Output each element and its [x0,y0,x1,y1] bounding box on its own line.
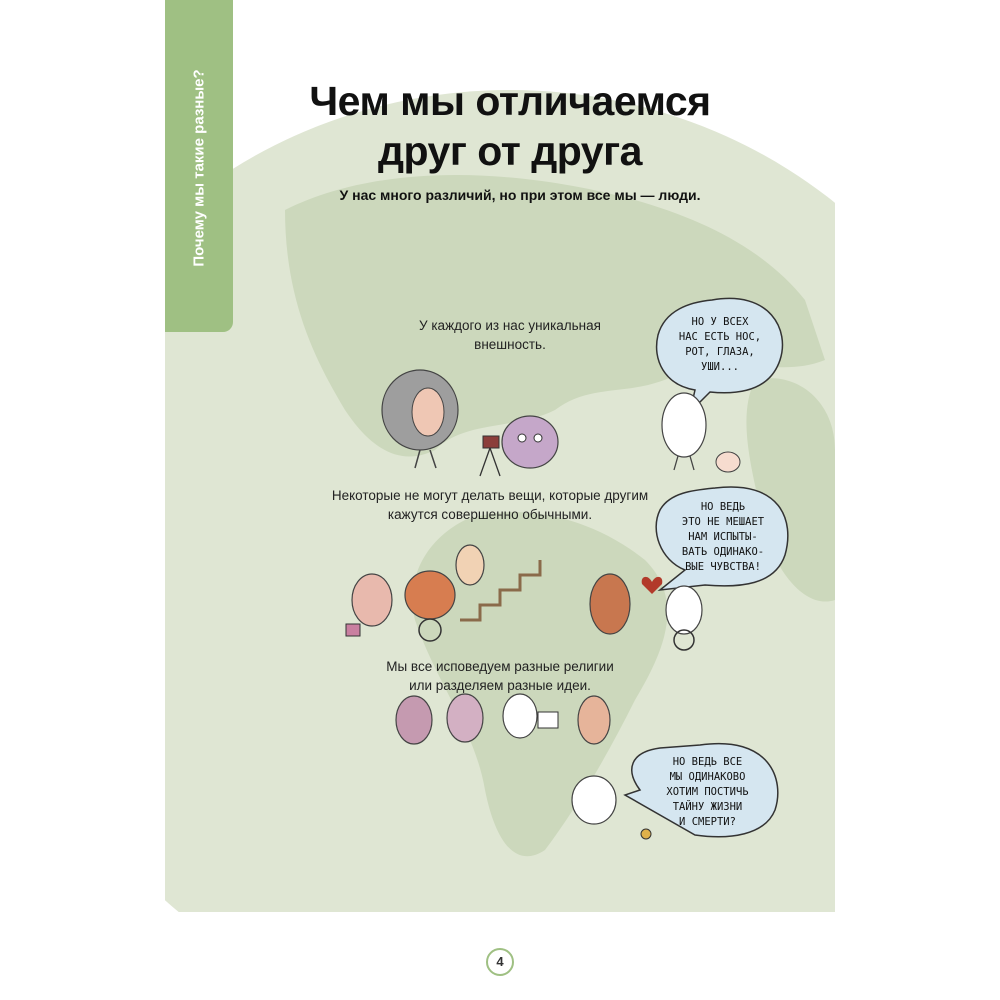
bubble-3-line-1: НО ВЕДЬ ВСЕ [672,756,743,768]
character-thinker [572,776,616,824]
side-tab-label: Почему мы такие разные? [190,69,208,267]
bubble-2-line-4: ВАТЬ ОДИНАКО- [681,546,765,558]
bubble-3-line-3: ХОТИМ ПОСТИЧЬ [666,786,749,798]
bubble-1-line-4: УШИ... [701,361,739,373]
caption-abilities-line-1: Некоторые не могут делать вещи, которые другим [331,488,649,503]
bubble-1-line-2: НАС ЕСТЬ НОС, [678,331,762,343]
bubble-2-line-1: НО ВЕДЬ [700,501,746,513]
caption-appearance-line-1: У каждого из нас уникальная [419,318,601,333]
page-subtitle: У нас много различий, но при этом все мы — люди. [339,187,701,203]
bubble-1-line-3: РОТ, ГЛАЗА, [685,346,755,358]
speech-bubble-1-text [660,315,780,375]
title-line-2: друг от друга [377,128,642,174]
character-pink-walker [346,574,392,636]
character-curly-hair [382,370,458,468]
caption-beliefs-line-1: Мы все исповедуем разные религии [386,659,614,674]
bubble-3-line-5: И СМЕРТИ? [679,816,736,828]
camera-tripod [480,436,500,476]
bubble-2-line-5: ВЫЕ ЧУВСТВА! [685,561,761,573]
bubble-3-line-4: ТАЙНУ ЖИЗНИ [672,801,743,813]
speech-bubble-2-text [658,500,788,575]
bubble-2-line-3: НАМ ИСПЫТЫ- [688,531,758,543]
character-purple-round [502,416,558,468]
caption-abilities-line-2: кажутся совершенно обычными. [387,507,593,522]
speech-bubble-3-text [640,755,775,830]
caption-appearance-line-2: внешность. [474,337,546,352]
character-white-tall [662,393,706,470]
character-baby [716,452,740,472]
heart-icon [642,577,663,594]
bubble-2-line-2: ЭТО НЕ МЕШАЕТ [681,516,765,528]
title-line-1: Чем мы отличаемся [309,78,711,124]
bubble-1-line-1: НО У ВСЕХ [691,316,749,328]
character-on-stairs [456,545,540,620]
character-wheelchair-elder [666,586,702,650]
character-belief-1 [396,696,432,744]
character-belief-2 [447,694,483,742]
character-belief-4 [578,696,610,744]
page-number: 4 [486,948,514,976]
caption-beliefs-line-2: или разделяем разные идеи. [409,678,591,693]
bubble-3-line-2: МЫ ОДИНАКОВО [669,771,746,783]
character-wheelchair [405,571,455,641]
coins-icon [641,829,651,839]
character-belief-3 [503,694,558,738]
character-freckled [590,574,630,634]
